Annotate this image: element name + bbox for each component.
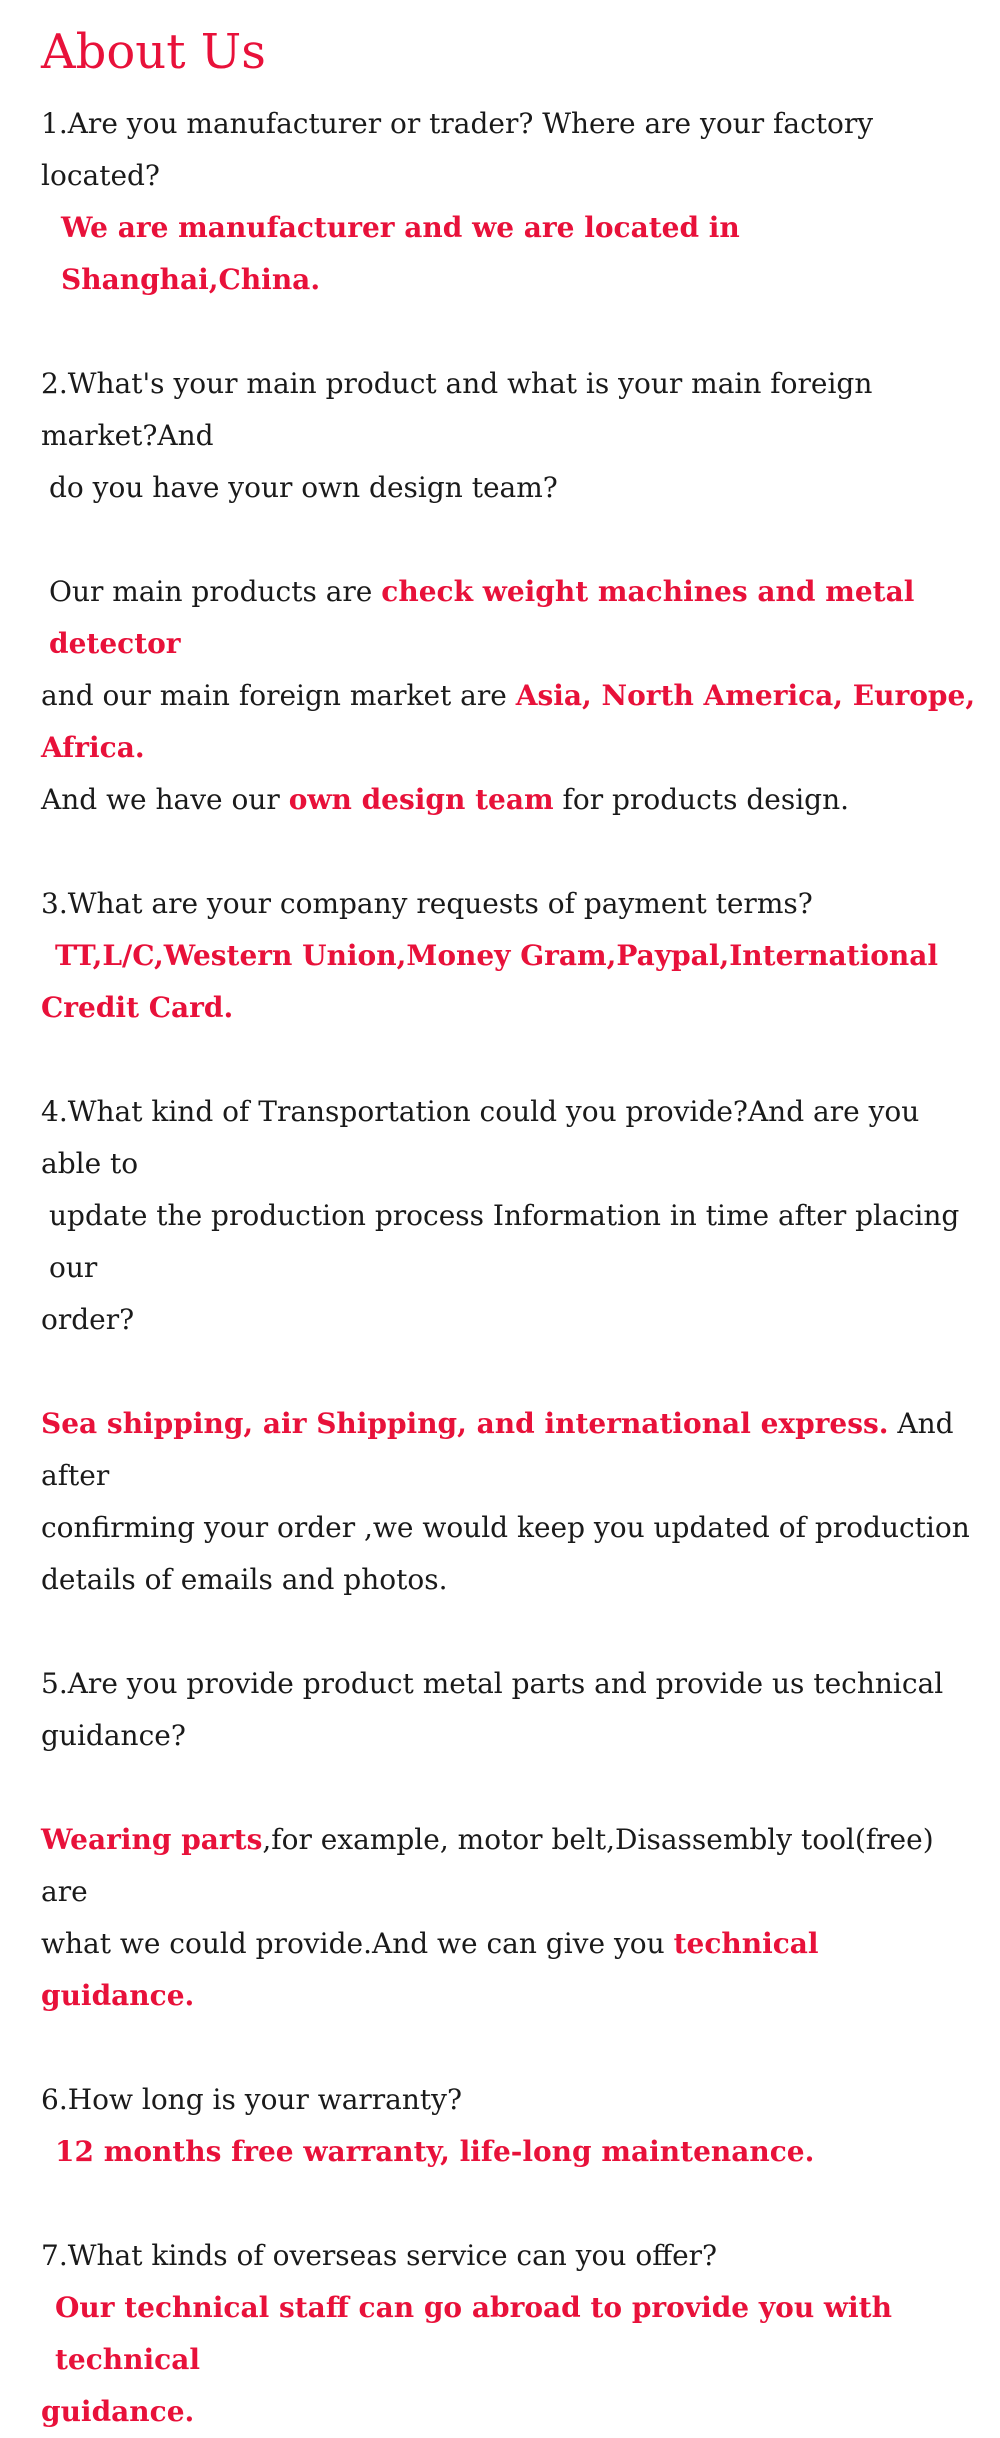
- answer-2-text: Our main products are: [49, 575, 373, 608]
- answer-2-text: And we have our: [41, 783, 280, 816]
- answer-3-line-1: TT,L/C,Western Union,Money Gram,Paypal,International: [55, 939, 939, 972]
- answer-4-highlight-shipping: Sea shipping, air Shipping, and international express.: [41, 1407, 889, 1440]
- answer-5-text: ,for example, motor belt,Disassembly tool(free) are: [41, 1823, 934, 1908]
- question-3: 3.What are your company requests of payment terms?: [41, 887, 813, 920]
- question-7: 7.What kinds of overseas service can you offer?: [41, 2239, 718, 2272]
- answer-4-line-1: [41, 1398, 976, 1502]
- faq-list: [41, 98, 976, 2438]
- answer-5-text: what we could provide.And we can give you: [41, 1927, 665, 1960]
- answer-5-highlight-wearing-parts: Wearing parts: [41, 1823, 263, 1856]
- answer-5-line-2: [41, 1918, 976, 2022]
- answer-2-text: and our main foreign market are: [41, 679, 507, 712]
- page-title: About Us: [41, 24, 266, 80]
- question-4-line-3: order?: [41, 1303, 135, 1336]
- question-1: 1.Are you manufacturer or trader? Where are your factory located?: [41, 107, 874, 192]
- answer-2-highlight-design-team: own design team: [288, 783, 554, 816]
- answer-7-line-2: guidance.: [41, 2395, 195, 2428]
- answer-3-line-2: Credit Card.: [41, 991, 234, 1024]
- answer-5-line-1: [41, 1814, 976, 1918]
- question-5-line-2: guidance?: [41, 1719, 186, 1752]
- question-2-line-1: 2.What's your main product and what is your main foreign market?And: [41, 367, 873, 452]
- answer-2-highlight-products: check weight machines and metal detector: [49, 575, 915, 660]
- answer-7-line-1: Our technical staff can go abroad to provide you with technical: [55, 2291, 892, 2376]
- question-2-line-2: do you have your own design team?: [49, 471, 558, 504]
- answer-2-line-3: [41, 774, 976, 826]
- answer-4-line-2: confirming your order ,we would keep you updated of production: [41, 1511, 970, 1544]
- answer-2-line-2: [41, 670, 976, 774]
- answer-1: We are manufacturer and we are located in Shanghai,China.: [61, 211, 740, 296]
- answer-2-line-1: [41, 566, 976, 670]
- answer-2-highlight-markets: Asia, North America, Europe, Africa.: [41, 679, 976, 764]
- answer-4-text: And after: [41, 1407, 954, 1492]
- answer-6: 12 months free warranty, life-long maintenance.: [55, 2135, 815, 2168]
- question-6: 6.How long is your warranty?: [41, 2083, 462, 2116]
- question-4-line-2: update the production process Information in time after placing our: [49, 1199, 960, 1284]
- answer-4-line-3: details of emails and photos.: [41, 1563, 448, 1596]
- question-4-line-1: 4.What kind of Transportation could you provide?And are you able to: [41, 1095, 920, 1180]
- question-5-line-1: 5.Are you provide product metal parts and provide us technical: [41, 1667, 944, 1700]
- answer-5-highlight-guidance: technical guidance.: [41, 1927, 819, 2012]
- answer-2-text: for products design.: [562, 783, 850, 816]
